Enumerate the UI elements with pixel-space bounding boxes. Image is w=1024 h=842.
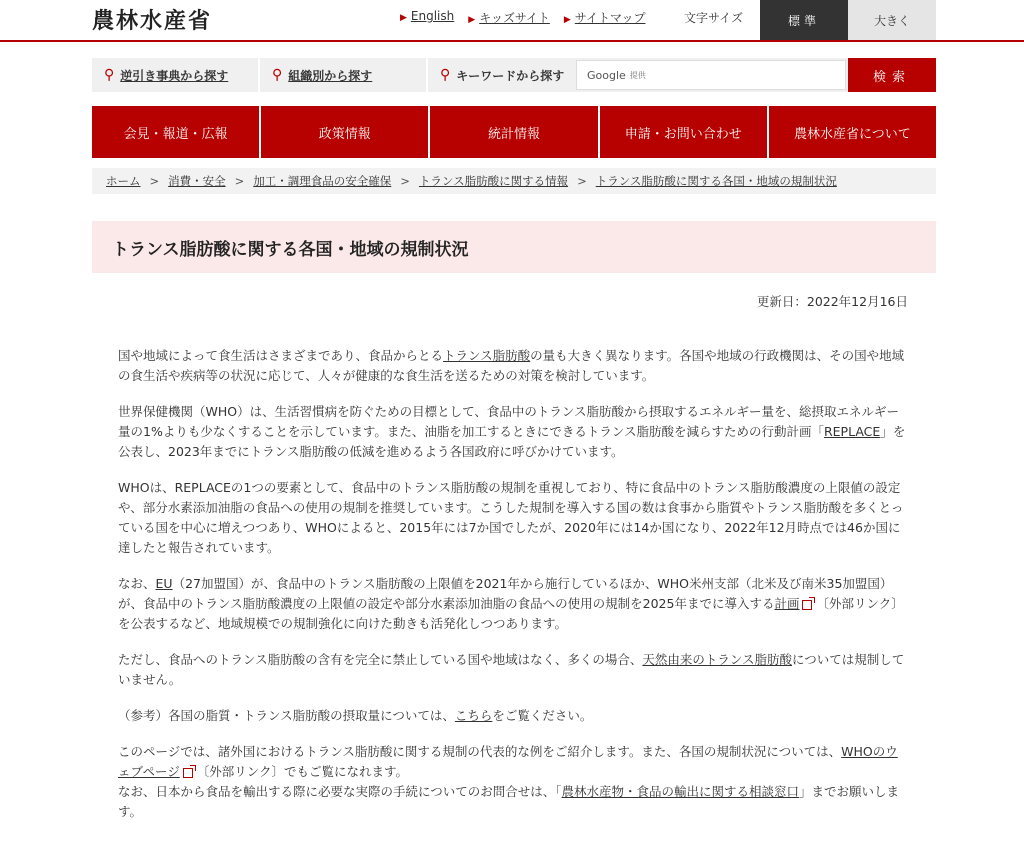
- arrow-icon: ▶: [468, 15, 476, 25]
- breadcrumb: [92, 168, 936, 194]
- link-english-label[interactable]: English: [410, 9, 455, 23]
- paragraph-6: [118, 706, 908, 726]
- site-header: [0, 0, 1024, 42]
- link-trans-fat[interactable]: トランス脂肪酸: [443, 348, 531, 363]
- text: このページでは、諸外国におけるトランス脂肪酸に関する規制の代表的な例をご紹介します。また、各国の規制状況については、: [118, 744, 842, 759]
- text: なお、: [118, 576, 156, 591]
- text: の量も大きく異なります。各国や地域の行政機関は、その国や地域の食生活や疾病等の状況に応じて、人々が健康的な食生活を送るための対策を検討しています。: [118, 348, 905, 383]
- page-title-band: [92, 221, 936, 273]
- link-english[interactable]: [400, 9, 454, 26]
- link-sitemap-label[interactable]: サイトマップ: [574, 11, 646, 25]
- org-search-label: 組織別から探す: [288, 68, 373, 83]
- search-bar: [92, 58, 936, 92]
- text: なお、日本から食品を輸出する際に必要な実際の手続についてのお問合せは、「: [118, 784, 562, 799]
- arrow-icon: ▶: [563, 15, 571, 25]
- google-label: Google: [587, 68, 626, 82]
- nav-about[interactable]: 農林水産省について: [769, 106, 936, 158]
- site-logo[interactable]: 農林水産省: [92, 8, 213, 34]
- font-size-standard-button[interactable]: 標準: [760, 0, 848, 40]
- font-size-label: 文字サイズ: [684, 11, 744, 25]
- breadcrumb-separator: >: [400, 174, 410, 188]
- breadcrumb-trans-fat[interactable]: トランス脂肪酸に関する情報: [418, 174, 569, 188]
- text: 国や地域によって食生活はさまざまであり、食品からとる: [118, 348, 444, 363]
- breadcrumb-food-safety[interactable]: 加工・調理食品の安全確保: [253, 174, 392, 188]
- text: をご覧ください。: [492, 708, 593, 723]
- link-replace[interactable]: REPLACE: [823, 424, 881, 439]
- arrow-icon: ▶: [400, 13, 407, 23]
- external-link-icon: [183, 768, 193, 778]
- text: 世界保健機関（WHO）は、生活習慣病を防ぐための目標として、食品中のトランス脂肪酸から摂取するエネルギー量を、総摂取エネルギー量の1%よりも少なくすることを示しています。また、油脂を加工するときにできるトランス脂肪酸を減らすための行動計画「: [118, 404, 899, 439]
- link-export-consultation[interactable]: 農林水産物・食品の輸出に関する相談窓口: [561, 784, 800, 799]
- text: （参考）各国の脂質・トランス脂肪酸の摂取量については、: [118, 708, 455, 723]
- text: ただし、食品へのトランス脂肪酸の含有を完全に禁止している国や地域はなく、多くの場合、: [118, 652, 643, 667]
- link-plan[interactable]: 計画: [774, 596, 800, 611]
- text: （27加盟国）が、食品中のトランス脂肪酸の上限値を2021年から施行しているほか、WHO米州支部（北米及び南米35加盟国）が、食品中のトランス脂肪酸濃度の上限値の設定や部分水素添加油脂の食品への使用の規制を2025年までに導入する: [118, 576, 893, 611]
- org-search[interactable]: [260, 58, 426, 92]
- top-links: [400, 9, 645, 26]
- nav-press[interactable]: 会見・報道・広報: [92, 106, 259, 158]
- breadcrumb-separator: >: [577, 174, 587, 188]
- reverse-index-label: 逆引き事典から探す: [120, 68, 229, 83]
- updated-date: 更新日：2022年12月16日: [756, 294, 908, 309]
- link-who-webpage[interactable]: WHOのウェブページ: [118, 744, 898, 779]
- search-icon: ⚲: [104, 67, 115, 83]
- google-sub-label: 提供: [629, 70, 646, 80]
- link-eu[interactable]: EU: [155, 576, 173, 591]
- paragraph-4: [118, 574, 908, 634]
- keyword-search-label: キーワードから探す: [456, 68, 565, 83]
- breadcrumb-separator: >: [234, 174, 245, 188]
- breadcrumb-current[interactable]: トランス脂肪酸に関する各国・地域の規制状況: [595, 174, 837, 188]
- global-nav: [92, 106, 936, 158]
- link-here[interactable]: こちら: [454, 708, 493, 723]
- text: については規制していません。: [118, 652, 905, 687]
- nav-statistics[interactable]: 統計情報: [430, 106, 597, 158]
- page-title: トランス脂肪酸に関する各国・地域の規制状況: [112, 239, 469, 260]
- nav-application[interactable]: 申請・お問い合わせ: [600, 106, 767, 158]
- breadcrumb-separator: >: [149, 174, 160, 188]
- link-sitemap[interactable]: [564, 9, 646, 26]
- breadcrumb-consumption[interactable]: 消費・安全: [168, 174, 226, 188]
- paragraph-3: WHOは、REPLACEの1つの要素として、食品中のトランス脂肪酸の規制を重視しており、特に食品中のトランス脂肪酸濃度の上限値の設定や、部分水素添加油脂の食品への使用の規制を推奨しています。こうした規制を導入する国の数は食事から脂質やトランス脂肪酸を多くとっている国を中心に増えつつあり、WHOによると、2015年には7か国でしたが、2020年には14か国になり、2022年12月時点では46か国に達したと報告されています。: [118, 480, 904, 555]
- paragraph-1: [118, 346, 908, 386]
- search-icon: ⚲: [272, 67, 283, 83]
- text: 」を公表し、2023年までにトランス脂肪酸の低減を進めるよう各国政府に呼びかけています。: [118, 424, 906, 459]
- external-link-icon: [802, 600, 812, 610]
- font-size-large-button[interactable]: 大きく: [848, 0, 936, 40]
- search-input[interactable]: [576, 60, 846, 90]
- text: 」までお願いします。: [118, 784, 900, 819]
- link-kids[interactable]: [468, 9, 550, 26]
- paragraph-2: [118, 402, 908, 462]
- reverse-index-search[interactable]: [92, 58, 258, 92]
- text: 〔外部リンク〕でもご覧になれます。: [196, 764, 409, 779]
- search-button[interactable]: 検索: [848, 58, 936, 92]
- paragraph-5: [118, 650, 908, 690]
- search-icon: ⚲: [440, 67, 451, 83]
- link-kids-label[interactable]: キッズサイト: [479, 11, 550, 25]
- paragraph-7: [118, 742, 908, 822]
- link-natural-trans-fat[interactable]: 天然由来のトランス脂肪酸: [642, 652, 793, 667]
- main-content: [118, 346, 908, 838]
- text: 〔外部リンク〕を公表するなど、地域規模での規制強化に向けた動きも活発化しつつあります。: [118, 596, 904, 631]
- nav-policy[interactable]: 政策情報: [261, 106, 428, 158]
- breadcrumb-home[interactable]: ホーム: [106, 174, 141, 188]
